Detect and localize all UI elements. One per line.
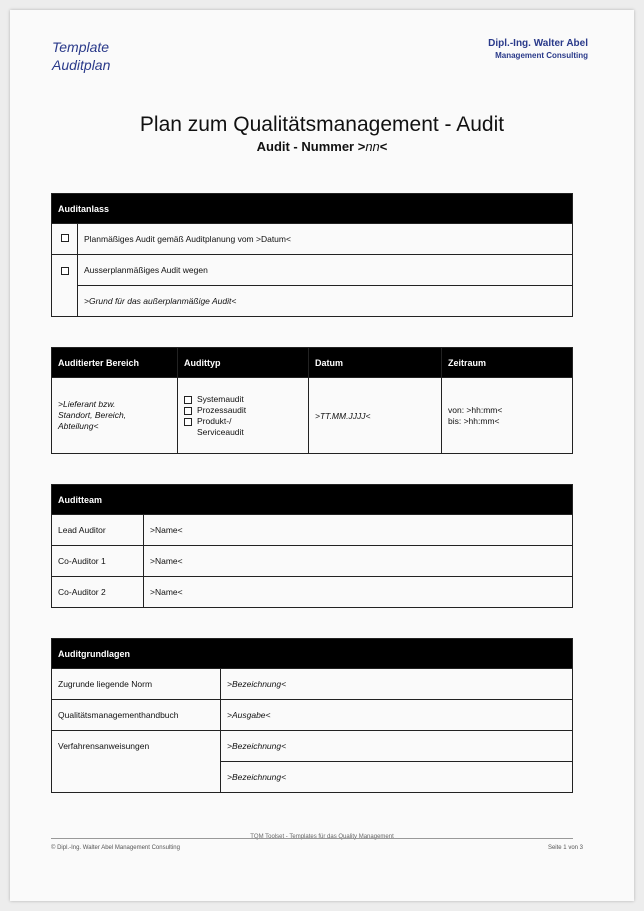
footer-copyright: © Dipl.-Ing. Walter Abel Management Consulting <box>51 845 180 851</box>
system-audit-label: Systemaudit <box>197 393 244 404</box>
bereich-table <box>51 347 573 454</box>
handbook-value: >Ausgabe< <box>221 700 573 731</box>
page-title: Plan zum Qualitätsmanagement - Audit <box>139 113 505 136</box>
company-name: Dipl.-Ing. Walter Abel <box>488 38 588 49</box>
planned-checkbox[interactable] <box>61 234 69 242</box>
procedure-value-2: >Bezeichnung< <box>221 762 573 793</box>
audit-number-prefix: Audit - Nummer > <box>256 139 366 154</box>
template-label-line2: Auditplan <box>52 57 111 73</box>
planned-checkbox-cell <box>52 224 78 255</box>
period-from: von: >hh:mm< <box>448 404 503 415</box>
co-auditor-2-name: >Name< <box>144 577 573 608</box>
audit-type-product[interactable] <box>184 416 302 438</box>
audited-area-line3: Abteilung< <box>58 421 99 431</box>
footer-divider <box>51 838 573 839</box>
product-audit-checkbox[interactable] <box>184 418 192 426</box>
audit-number <box>0 139 644 155</box>
bereich-header-period: Zeitraum <box>442 348 573 378</box>
co-auditor-1-name: >Name< <box>144 546 573 577</box>
audit-date: >TT.MM.JJJJ< <box>309 378 442 454</box>
bereich-header-date: Datum <box>309 348 442 378</box>
audited-area <box>52 378 178 454</box>
norm-value: >Bezeichnung< <box>221 669 573 700</box>
unplanned-checkbox-cell <box>52 255 78 317</box>
product-audit-label: Produkt-/ <box>197 415 232 426</box>
audit-type-process[interactable] <box>184 405 302 416</box>
audit-number-value: nn <box>365 139 380 154</box>
system-audit-checkbox[interactable] <box>184 396 192 404</box>
unplanned-checkbox[interactable] <box>61 267 69 275</box>
audited-area-line1: >Lieferant bzw. <box>58 399 116 409</box>
company-block <box>488 37 588 61</box>
period-to: bis: >hh:mm< <box>448 415 500 426</box>
footer-center-text: TQM Toolset - Templates für das Quality Management <box>250 834 394 840</box>
process-audit-checkbox[interactable] <box>184 407 192 415</box>
footer-page-number: Seite 1 von 3 <box>547 845 583 851</box>
audit-type-system[interactable] <box>184 394 302 405</box>
auditanlass-table <box>51 193 573 317</box>
co-auditor-2-label: Co-Auditor 2 <box>52 577 144 608</box>
procedure-value-1: >Bezeichnung< <box>221 731 573 762</box>
audit-number-suffix: < <box>379 139 388 154</box>
unplanned-reason: >Grund für das außerplanmäßige Audit< <box>78 286 573 317</box>
grundlagen-heading: Auditgrundlagen <box>52 639 573 669</box>
process-audit-label: Prozessaudit <box>197 404 247 415</box>
company-subtitle: Management Consulting <box>495 51 588 60</box>
grundlagen-table <box>51 638 573 793</box>
template-label-line1: Template <box>52 39 110 55</box>
bereich-header-type: Audittyp <box>178 348 309 378</box>
lead-auditor-label: Lead Auditor <box>52 515 144 546</box>
unplanned-audit-text: Ausserplanmäßiges Audit wegen <box>78 255 573 286</box>
auditanlass-heading: Auditanlass <box>52 194 573 224</box>
norm-label: Zugrunde liegende Norm <box>52 669 221 700</box>
auditteam-table <box>51 484 573 608</box>
auditteam-heading: Auditteam <box>52 485 573 515</box>
co-auditor-1-label: Co-Auditor 1 <box>52 546 144 577</box>
service-audit-label: Serviceaudit <box>197 426 244 437</box>
audit-period <box>442 378 573 454</box>
template-label <box>52 38 110 74</box>
audit-type-options <box>178 378 309 454</box>
lead-auditor-name: >Name< <box>144 515 573 546</box>
procedures-label: Verfahrensanweisungen <box>52 731 221 793</box>
handbook-label: Qualitätsmanagementhandbuch <box>52 700 221 731</box>
bereich-header-area: Auditierter Bereich <box>52 348 178 378</box>
audited-area-line2: Standort, Bereich, <box>58 410 127 420</box>
planned-audit-text: Planmäßiges Audit gemäß Auditplanung vom >Datum< <box>78 224 573 255</box>
